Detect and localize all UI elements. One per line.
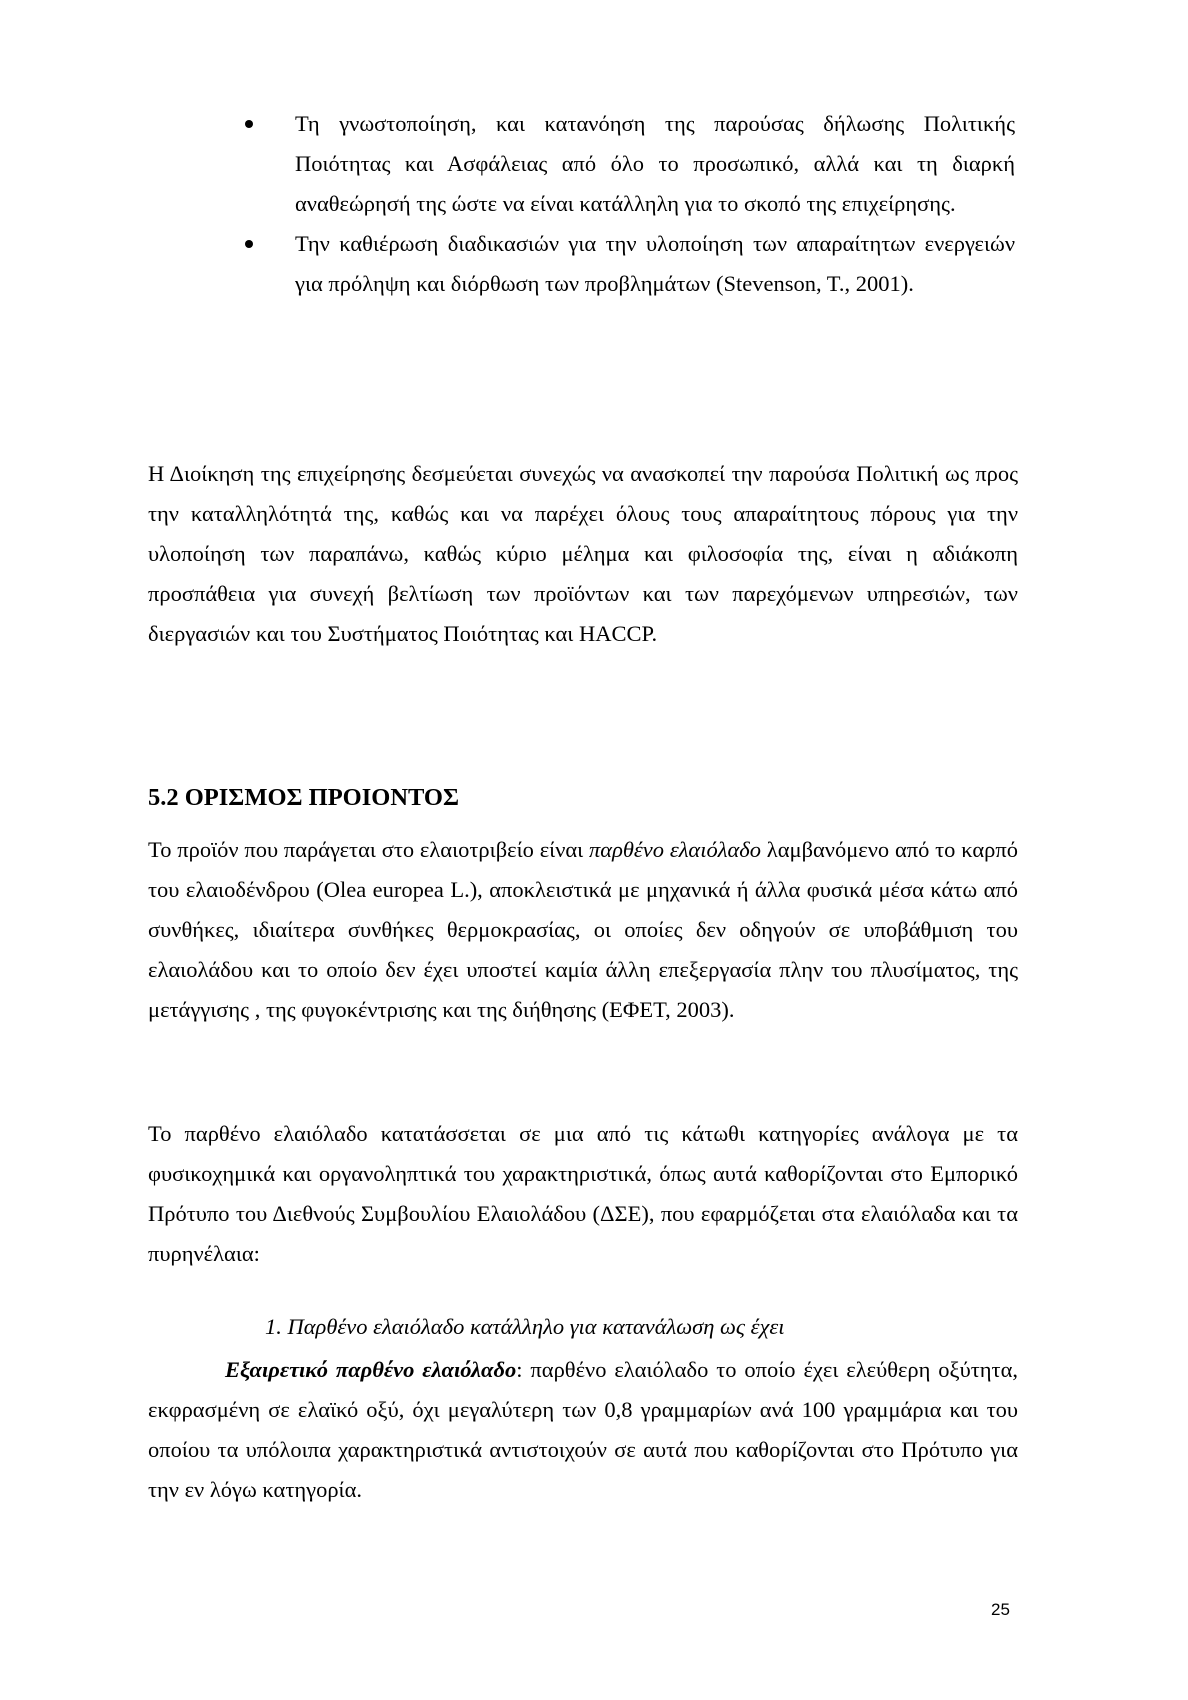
category-list-title: 1. Παρθένο ελαιόλαδο κατάλληλο για κατανάλωση ως έχει (265, 1314, 785, 1339)
section-heading: 5.2 ΟΡΙΣΜΟΣ ΠΡΟΙΟΝΤΟΣ (148, 784, 459, 811)
management-paragraph: Η Διοίκηση της επιχείρησης δεσμεύεται συνεχώς να ανασκοπεί την παρούσα Πολιτική ως προς την καταλληλότητά της, καθώς και να παρέχει όλους τους απαραίτητους πόρους για την υλοποίηση των παραπάνω, καθώς κύριο μέλημα και φιλοσοφία της, είναι η αδιάκοπη προσπάθεια για συνεχή βελτίωση των προϊόντων και των παρεχόμενων υπηρεσιών, των διεργασιών και του Συστήματος Ποιότητας και HACCP. (148, 461, 1018, 646)
list-item (245, 104, 1015, 224)
policy-bullet-list (245, 104, 1015, 304)
classification-paragraph: Το παρθένο ελαιόλαδο κατατάσσεται σε μια από τις κάτωθι κατηγορίες ανάλογα με τα φυσικοχημικά και οργανοληπτικά του χαρακτηριστικά, όπως αυτά καθορίζονται στο Εμπορικό Πρότυπο του Διεθνούς Συμβουλίου Ελαιολάδου (ΔΣΕ), που εφαρμόζεται στα ελαιόλαδα και τα πυρηνέλαια: (148, 1121, 1018, 1266)
bullet-icon (245, 120, 253, 128)
extra-virgin-text: παρθένο ελαιόλαδο το οποίο έχει ελεύθερη οξύτητα, εκφρασμένη σε ελαϊκό οξύ, όχι μεγαλύτερη των 0,8 γραμμαρίων ανά 100 γραμμάρια και του οποίου τα υπόλοιπα χαρακτηριστικά αντιστοιχούν σε αυτά που καθορίζονται στο Πρότυπο για την εν λόγω κατηγορία. (148, 1357, 1018, 1502)
definition-text: Το προϊόν που παράγεται στο ελαιοτριβείο είναι (148, 837, 589, 862)
term-colon: : (516, 1357, 523, 1382)
product-definition-paragraph (148, 830, 1018, 1030)
definition-text-continued: λαμβανόμενο από το καρπό του ελαιοδένδρου (Olea europea L.), αποκλειστικά με μηχανικά ή άλλα φυσικά μέσα κάτω από συνθήκες, ιδιαίτερα συνθήκες θερμοκρασίας, οι οποίες δεν οδηγούν σε υποβάθμιση του ελαιολάδου και το οποίο δεν έχει υποστεί καμία άλλη επεξεργασία πλην του πλυσίματος, της μετάγγισης , της φυγοκέντρισης και της διήθησης (ΕΦΕΤ, 2003). (148, 837, 1018, 1022)
bullet-icon (245, 240, 253, 248)
bullet-text: Τη γνωστοποίηση, και κατανόηση της παρούσας δήλωσης Πολιτικής Ποιότητας και Ασφάλειας από όλο το προσωπικό, αλλά και τη διαρκή αναθεώρησή της ώστε να είναι κατάλληλη για το σκοπό της επιχείρησης. (295, 111, 1015, 216)
extra-virgin-definition (148, 1350, 1018, 1510)
definition-emphasis: παρθένο ελαιόλαδο (589, 837, 762, 862)
list-item (245, 224, 1015, 304)
extra-virgin-term: Εξαιρετικό παρθένο ελαιόλαδο (225, 1357, 517, 1382)
bullet-text: Την καθιέρωση διαδικασιών για την υλοποίηση των απαραίτητων ενεργειών για πρόληψη και διόρθωση των προβλημάτων (Stevenson, T., 2001). (295, 231, 1015, 296)
page-number: 25 (991, 1600, 1010, 1619)
